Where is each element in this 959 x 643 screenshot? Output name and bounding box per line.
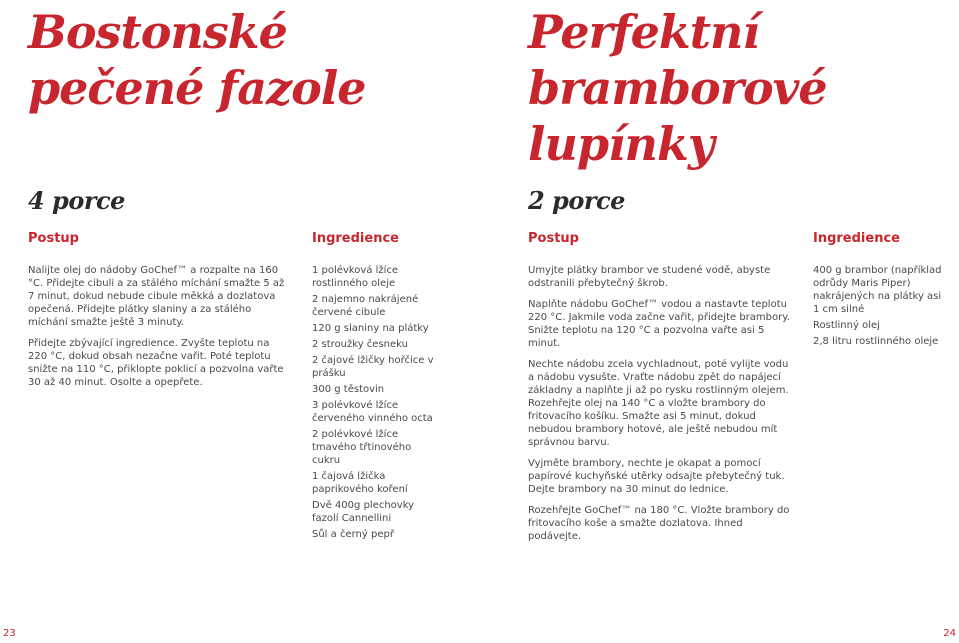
- portions-right: 2 porce: [528, 186, 625, 215]
- ingredients-list-right: [813, 264, 943, 351]
- title-line: Perfektní: [528, 5, 759, 59]
- ingredient-item: Sůl a černý pepř: [312, 529, 394, 540]
- ingredient-item: Rostlinný olej: [813, 320, 880, 331]
- title-line: Bostonské: [28, 5, 287, 59]
- method-paragraph: Nalijte olej do nádoby GoChef™ a rozpalte na 160 °C. Přidejte cibuli a za stálého míchání smažte 5 až 7 minut, dokud nebude cibule měkká a dozlatova opečená. Přidejte plátky slaniny a za stálého míchání smažte ještě 3 minuty.: [28, 265, 285, 328]
- ingredient-item: 2,8 litru rostlinného oleje: [813, 336, 939, 347]
- ingredient-item: 2 stroužky česneku: [312, 339, 408, 350]
- method-paragraph: Nechte nádobu zcela vychladnout, poté vylijte vodu a nádobu vysušte. Vraťte nádobu zpět do napájecí základny a naplňte ji až po rysku rostlinným olejem. Rozehřejte olej na 140 °C a vložte brambory do fritovacího košíku. Smažte asi 5 minut, dokud nebudou brambory hotové, ale ještě nebudou mít správnou barvu.: [528, 359, 789, 448]
- ingredient-item: 1 čajová lžička paprikového koření: [312, 471, 408, 495]
- method-paragraph: Rozehřejte GoChef™ na 180 °C. Vložte brambory do fritovacího koše a smažte dozlatova. Ihned podávejte.: [528, 505, 790, 542]
- method-heading-left: Postup: [28, 231, 79, 246]
- recipe-title-right: [528, 4, 827, 172]
- ingredient-item: 300 g těstovin: [312, 384, 385, 395]
- method-paragraph: Vyjměte brambory, nechte je okapat a pomocí papírové kuchyňské utěrky odsajte přebytečný tuk. Dejte brambory na 30 minut do lednice.: [528, 458, 785, 495]
- ingredient-item: Dvě 400g plechovky fazolí Cannellini: [312, 500, 415, 524]
- ingredients-heading-left: Ingredience: [312, 231, 399, 246]
- method-heading-right: Postup: [528, 231, 579, 246]
- ingredient-item: 120 g slaniny na plátky: [312, 323, 429, 334]
- method-paragraph: Přidejte zbývající ingredience. Zvyšte teplotu na 220 °C, dokud obsah nezačne vařit. Poté teplotu snižte na 110 °C, přiklopte poklicí a pozvolna vařte 30 až 40 minut. Osolte a opepřete.: [28, 338, 284, 388]
- ingredient-item: 2 najemno nakrájené červené cibule: [312, 294, 419, 318]
- page-number-right: 24: [943, 628, 956, 639]
- method-text-right: [528, 264, 790, 551]
- recipe-title-left: [28, 4, 366, 116]
- ingredient-item: 2 polévkové lžíce tmavého třtinového cukru: [312, 429, 412, 466]
- method-text-left: [28, 264, 290, 397]
- title-line: bramborové: [528, 61, 827, 115]
- method-paragraph: Umyjte plátky brambor ve studené vodě, abyste odstranili přebytečný škrob.: [528, 265, 771, 289]
- ingredients-list-left: [312, 264, 434, 544]
- ingredient-item: 3 polévkové lžíce červeného vinného octa: [312, 400, 433, 424]
- portions-left: 4 porce: [28, 186, 125, 215]
- method-paragraph: Naplňte nádobu GoChef™ vodou a nastavte teplotu 220 °C. Jakmile voda začne vařit, přidejte brambory. Snižte teplotu na 120 °C a pozvolna vařte asi 5 minut.: [528, 299, 790, 349]
- page-number-left: 23: [3, 628, 16, 639]
- title-line: lupínky: [528, 117, 714, 171]
- ingredient-item: 400 g brambor (například odrůdy Maris Piper) nakrájených na plátky asi 1 cm silné: [813, 265, 942, 315]
- ingredients-heading-right: Ingredience: [813, 231, 900, 246]
- ingredient-item: 1 polévková lžíce rostlinného oleje: [312, 265, 399, 289]
- title-line: pečené fazole: [28, 61, 366, 115]
- ingredient-item: 2 čajové lžičky hořčice v prášku: [312, 355, 434, 379]
